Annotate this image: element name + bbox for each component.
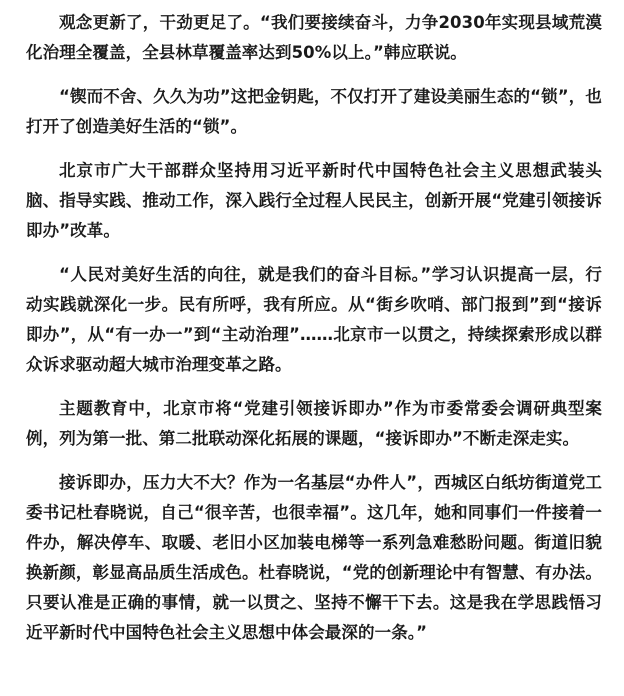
paragraph: “锲而不舍、久久为功”这把金钥匙，不仅打开了建设美丽生态的“锁”，也打开了创造美好生活的“锁”。 <box>26 87 602 136</box>
paragraph: 北京市广大干部群众坚持用习近平新时代中国特色社会主义思想武装头脑、指导实践、推动工作，深入践行全过程人民民主，创新开展“党建引领接诉即办”改革。 <box>26 161 602 240</box>
paragraph: 主题教育中，北京市将“党建引领接诉即办”作为市委常委会调研典型案例，列为第一批、第二批联动深化拓展的课题，“接诉即办”不断走深走实。 <box>26 399 602 448</box>
paragraph: “人民对美好生活的向往，就是我们的奋斗目标。”学习认识提高一层，行动实践就深化一步。民有所呼，我有所应。从“街乡吹哨、部门报到”到“接诉即办”，从“有一办一”到“主动治理”……北京市一以贯之，持续探索形成以群众诉求驱动超大城市治理变革之路。 <box>26 265 602 374</box>
paragraph: 观念更新了，干劲更足了。“我们要接续奋斗，力争2030年实现县域荒漠化治理全覆盖，全县林草覆盖率达到50%以上。”韩应联说。 <box>26 13 602 62</box>
paragraph: 接诉即办，压力大不大？作为一名基层“办件人”，西城区白纸坊街道党工委书记杜春晓说，自己“很辛苦，也很幸福”。这几年，她和同事们一件接着一件办，解决停车、取暖、老旧小区加装电梯等一系列急难愁盼问题。街道旧貌换新颜，彰显高品质生活成色。杜春晓说，“党的创新理论中有智慧、有办法。只要认准是正确的事情，就一以贯之、坚持不懈干下去。这是我在学思践悟习近平新时代中国特色社会主义思想中体会最深的一条。” <box>26 473 602 642</box>
